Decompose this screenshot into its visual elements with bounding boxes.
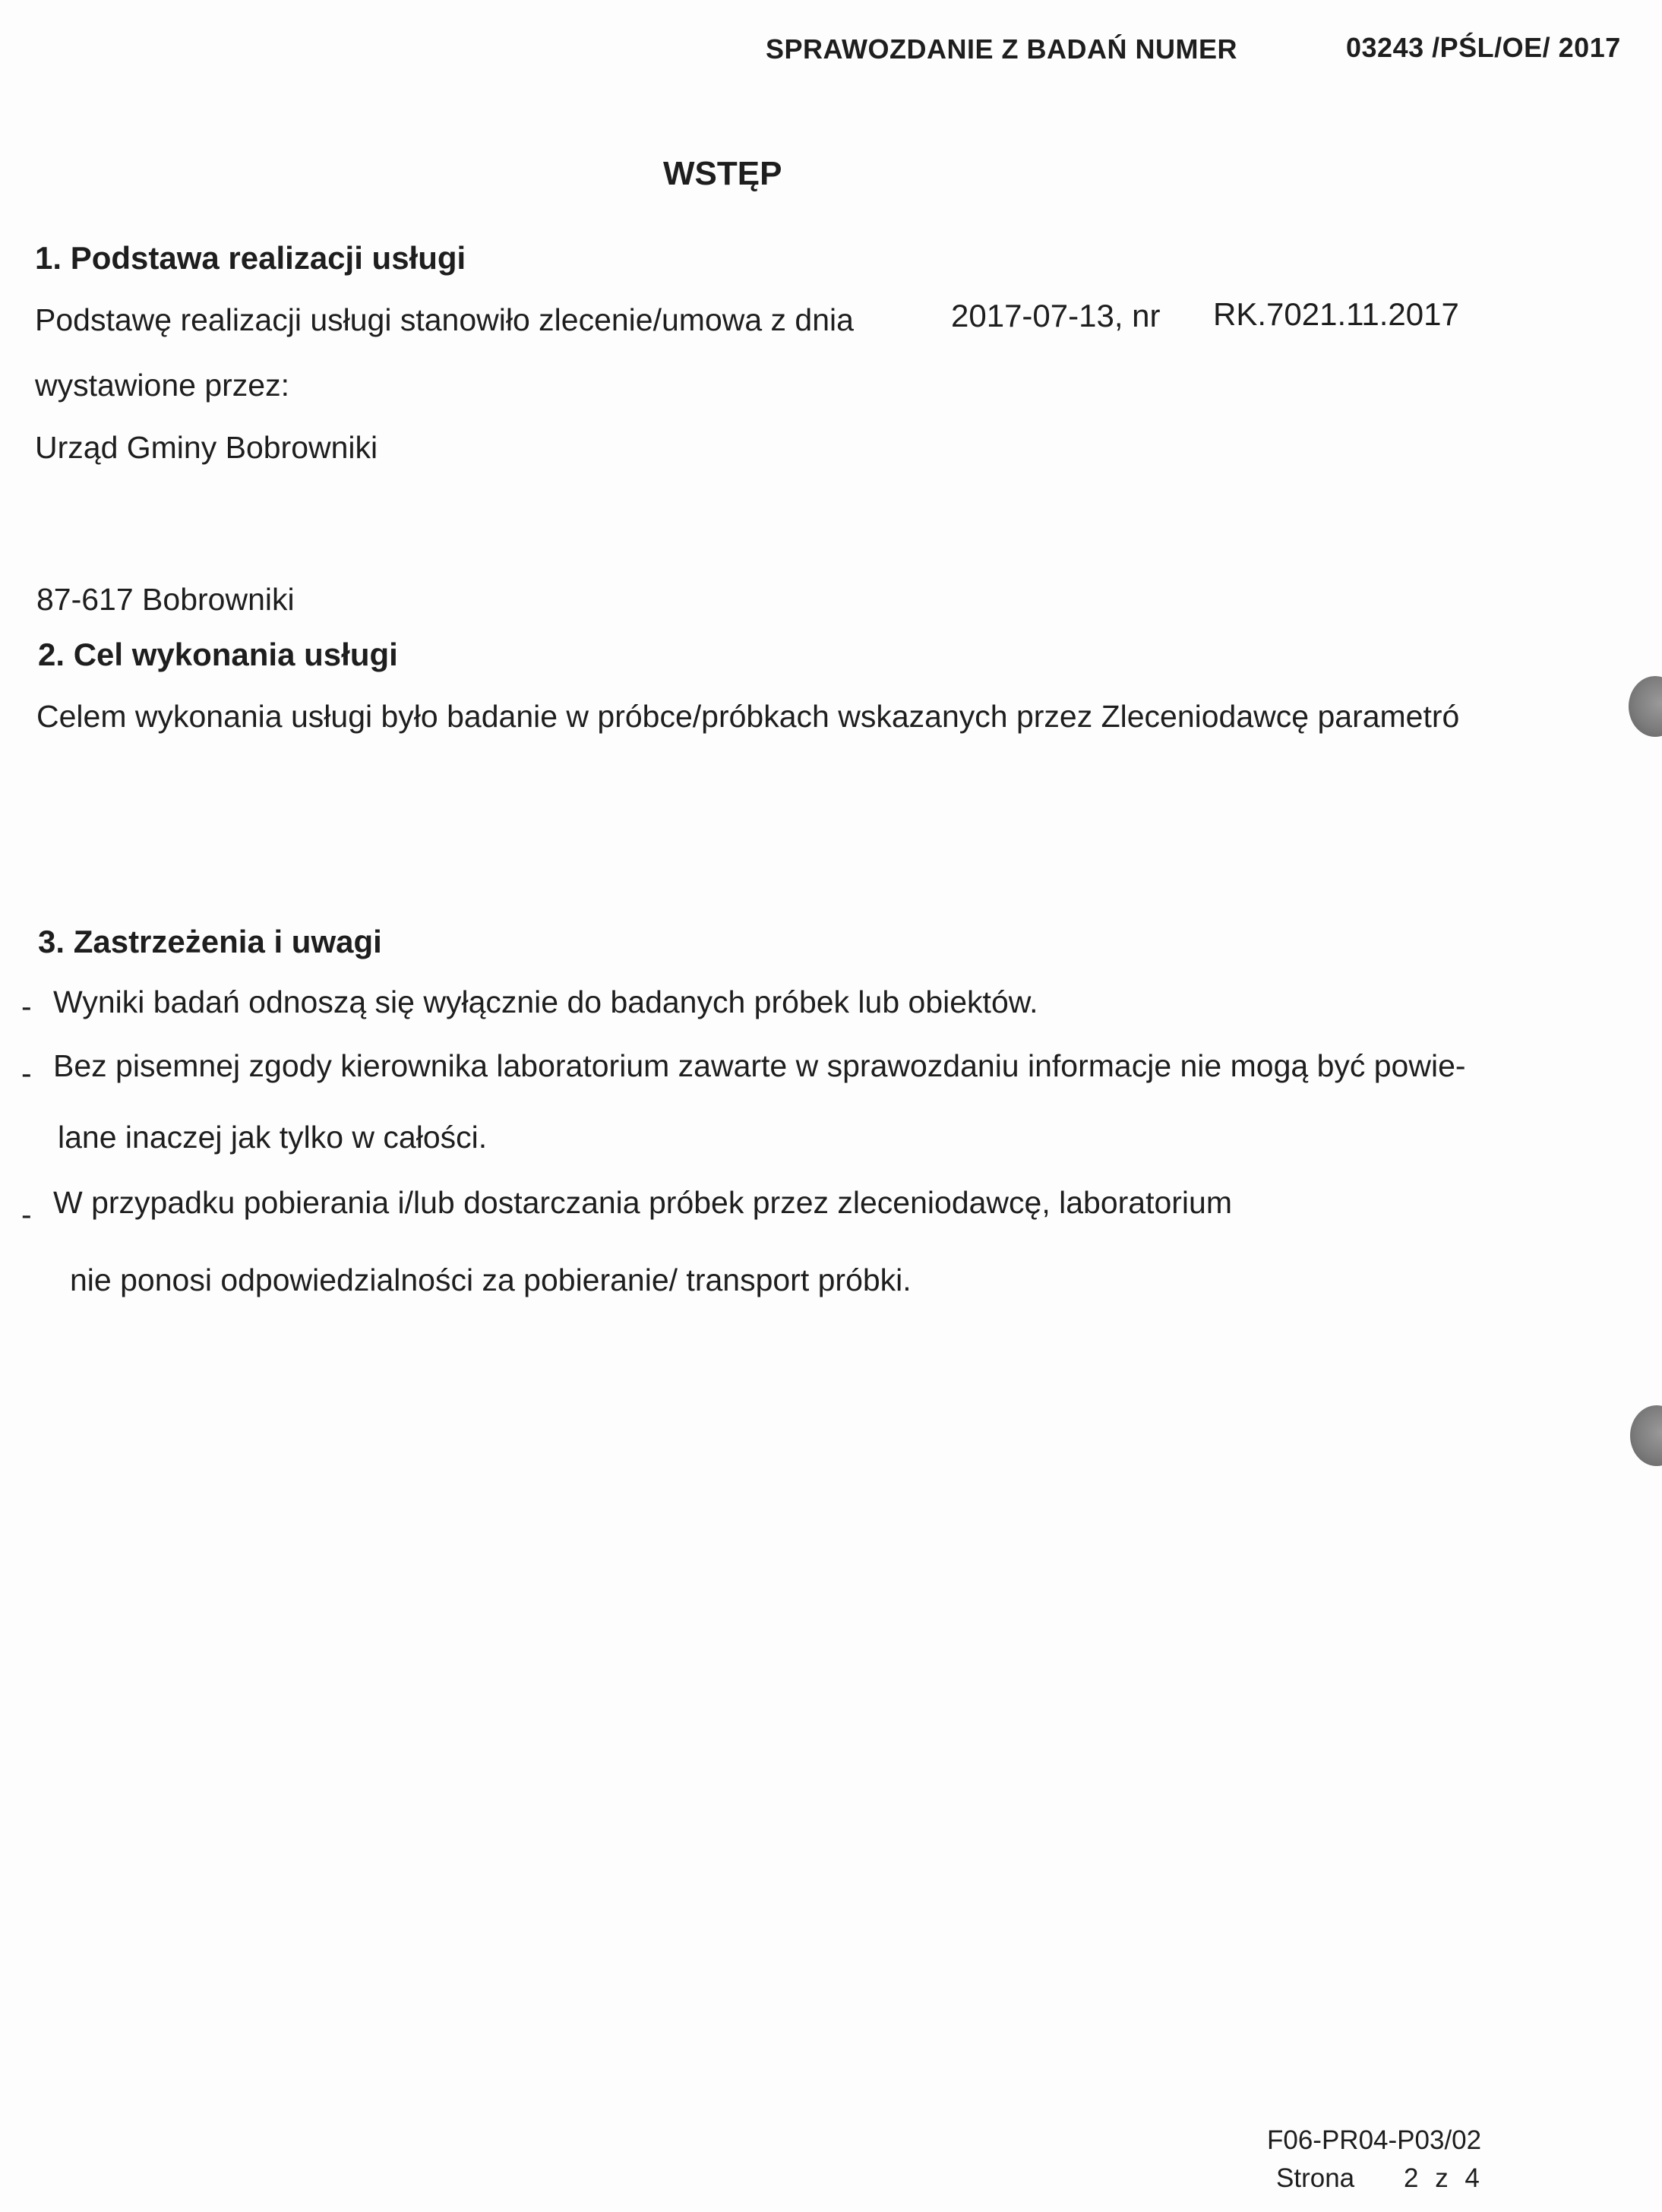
issuer-address: 87-617 Bobrowniki	[36, 582, 295, 617]
remark-2-line-2: lane inaczej jak tylko w całości.	[58, 1120, 488, 1155]
report-number: 03243 /PŚL/OE/ 2017	[1346, 32, 1621, 63]
remark-1-line-1: Wyniki badań odnoszą się wyłącznie do badanych próbek lub obiektów.	[53, 984, 1038, 1019]
punch-hole-graphic	[1629, 676, 1662, 737]
section-1-date: 2017-07-13, nr	[951, 298, 1161, 333]
bullet-dash: -	[21, 989, 32, 1024]
page-label: Strona	[1276, 2163, 1355, 2193]
section-1-line-prefix: Podstawę realizacji usługi stanowiło zlecenie/umowa z dnia	[35, 302, 854, 337]
punch-hole-graphic	[1630, 1405, 1662, 1466]
bullet-dash: -	[21, 1056, 32, 1091]
issuer-name: Urząd Gminy Bobrowniki	[35, 430, 378, 465]
bullet-dash: -	[21, 1197, 32, 1232]
report-label: SPRAWOZDANIE Z BADAŃ NUMER	[766, 33, 1237, 65]
page-title: WSTĘP	[663, 155, 782, 192]
section-2-text: Celem wykonania usługi było badanie w próbce/próbkach wskazanych przez Zleceniodawcę parametró	[36, 699, 1460, 734]
remark-3-line-2: nie ponosi odpowiedzialności za pobieranie/ transport próbki.	[70, 1262, 912, 1297]
form-code: F06-PR04-P03/02	[1267, 2125, 1482, 2155]
remark-2-line-1: Bez pisemnej zgody kierownika laboratorium zawarte w sprawozdaniu informacje nie mogą być powie-	[53, 1048, 1466, 1083]
section-3-heading: 3. Zastrzeżenia i uwagi	[38, 924, 382, 959]
issued-by-label: wystawione przez:	[35, 368, 289, 403]
remark-3-line-1: W przypadku pobierania i/lub dostarczania próbek przez zleceniodawcę, laboratorium	[53, 1185, 1232, 1220]
section-2-heading: 2. Cel wykonania usługi	[38, 637, 398, 672]
section-1-heading: 1. Podstawa realizacji usługi	[35, 240, 466, 276]
page-number: 2 z 4	[1404, 2163, 1484, 2193]
section-1-reference: RK.7021.11.2017	[1213, 296, 1459, 332]
